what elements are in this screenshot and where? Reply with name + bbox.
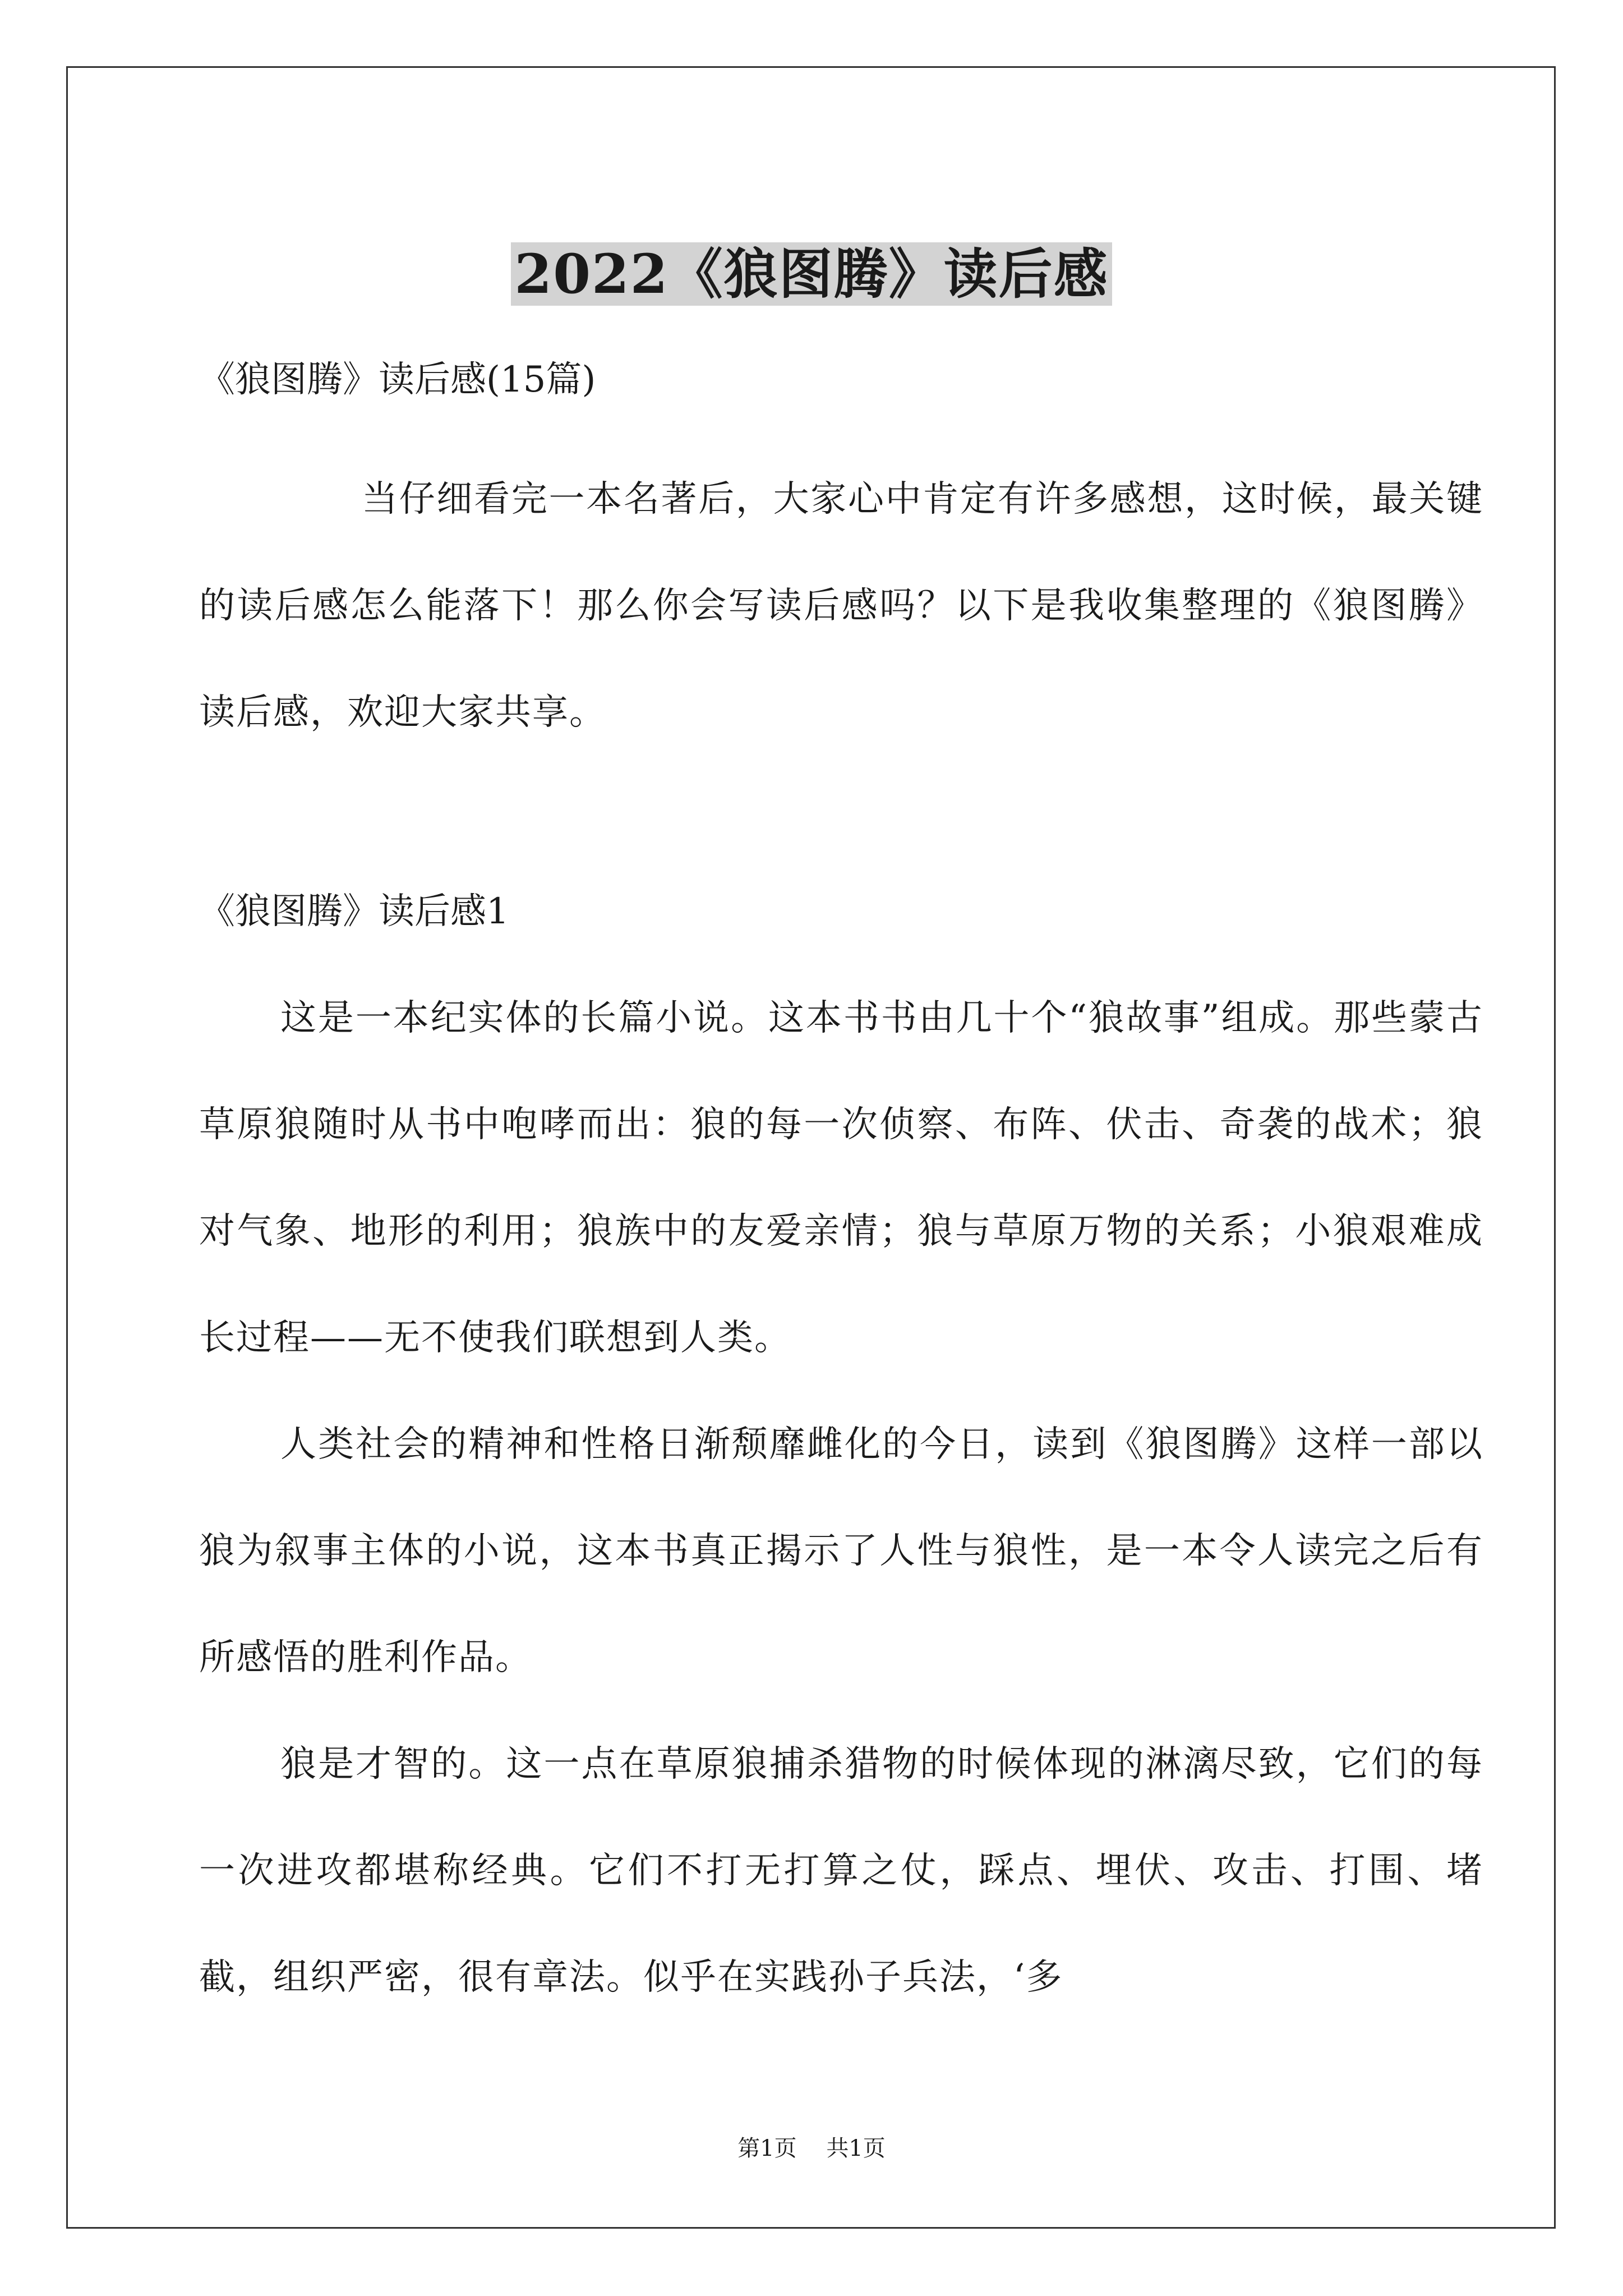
body-paragraph-3: 狼是才智的。这一点在草原狼捕杀猎物的时候体现的淋漓尽致，它们的每一次进攻都堪称经典。它们不打无打算之仗，踩点、埋伏、攻击、打围、堵截，组织严密，很有章法。似乎在实践孙子兵法，‘多: [199, 1743, 1483, 1998]
body-paragraph-1: 这是一本纪实体的长篇小说。这本书书由几十个“狼故事”组成。那些蒙古草原狼随时从书中咆哮而出：狼的每一次侦察、布阵、伏击、奇袭的战术；狼对气象、地形的利用；狼族中的友爱亲情；狼与草原万物的关系；小狼艰难成长过程——无不使我们联想到人类。: [199, 997, 1483, 1359]
intro-paragraph: 当仔细看完一本名著后，大家心中肯定有许多感想，这时候，最关键的读后感怎么能落下！那么你会写读后感吗？以下是我收集整理的《狼图腾》读后感，欢迎大家共享。: [199, 478, 1483, 733]
document-subtitle: 《狼图腾》读后感(15篇): [199, 359, 596, 401]
document-title: [0, 235, 1623, 314]
page-number: 第1页: [737, 2136, 797, 2161]
section-heading: 《狼图腾》读后感1: [199, 891, 509, 932]
body-paragraph-2: 人类社会的精神和性格日渐颓靡雌化的今日，读到《狼图腾》这样一部以狼为叙事主体的小说，这本书真正揭示了人性与狼性，是一本令人读完之后有所感悟的胜利作品。: [199, 1424, 1483, 1678]
page-total: 共1页: [826, 2136, 886, 2161]
page-footer: [0, 2132, 1623, 2165]
document-title-text: 2022《狼图腾》读后感: [511, 242, 1112, 306]
